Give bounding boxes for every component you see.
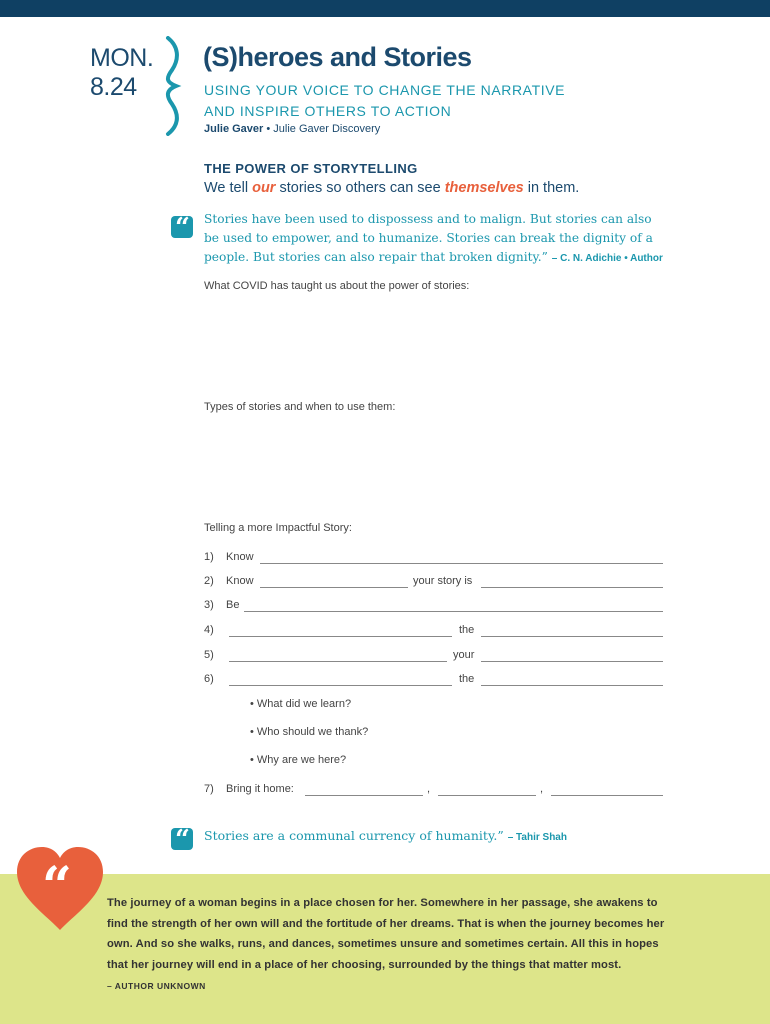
prompt-impactful: Telling a more Impactful Story: xyxy=(204,522,352,534)
separator: , xyxy=(540,783,544,795)
blank-line[interactable] xyxy=(305,795,423,796)
blank-line[interactable] xyxy=(244,611,663,612)
list-item xyxy=(204,649,664,663)
separator: , xyxy=(427,783,431,795)
quote-attribution: – Tahir Shah xyxy=(507,832,567,843)
list-number: 6) xyxy=(204,673,214,685)
brace-decoration xyxy=(160,36,188,136)
date-label: 8.24 xyxy=(90,73,137,101)
svg-text:“: “ xyxy=(42,856,72,917)
tagline-part: in them. xyxy=(523,180,580,196)
subtitle-line-2: AND INSPIRE OTHERS TO ACTION xyxy=(204,103,452,119)
list-item xyxy=(204,551,664,565)
session-subtitle xyxy=(204,80,565,122)
blank-line[interactable] xyxy=(260,587,408,588)
quote-text: Stories are a communal currency of humanity.” xyxy=(204,828,504,843)
blank-line[interactable] xyxy=(229,636,452,637)
tagline-part: stories so others can see xyxy=(275,180,445,196)
list-word: Bring it home: xyxy=(226,783,294,795)
closing-attribution: – AUTHOR UNKNOWN xyxy=(107,981,206,991)
quote-text: Stories have been used to dispossess and to malign. But stories can also be used to empower, and to humanize. Stories can break the dignity of a people. But stories can also repair that broken dignity.” xyxy=(204,212,653,264)
heart-quote-icon xyxy=(15,846,105,932)
speaker-name: Julie Gaver xyxy=(204,123,264,135)
section-heading: THE POWER OF STORYTELLING xyxy=(204,161,418,176)
speaker-line: Julie Gaver • Julie Gaver Discovery xyxy=(204,123,381,135)
bullet-item: • What did we learn? xyxy=(250,698,352,710)
list-number: 1) xyxy=(204,551,214,563)
session-title: (S)heroes and Stories xyxy=(203,42,472,72)
list-number: 4) xyxy=(204,624,214,636)
blank-line[interactable] xyxy=(551,795,663,796)
blank-line[interactable] xyxy=(481,636,663,637)
tagline-part: We tell xyxy=(204,180,253,196)
blank-line[interactable] xyxy=(481,685,663,686)
bullet-item: • Who should we thank? xyxy=(250,726,369,738)
adichie-quote xyxy=(204,210,664,268)
list-word: Be xyxy=(226,599,240,611)
list-item xyxy=(204,673,664,687)
quote-icon: “ xyxy=(171,828,193,850)
day-label: MON. xyxy=(90,44,154,72)
list-item-7 xyxy=(204,783,664,797)
blank-line[interactable] xyxy=(229,685,452,686)
section-tagline xyxy=(204,180,579,196)
list-number: 3) xyxy=(204,599,214,611)
list-item xyxy=(204,624,664,638)
prompt-covid: What COVID has taught us about the power of stories: xyxy=(204,280,470,292)
list-word: the xyxy=(459,624,475,636)
list-number: 5) xyxy=(204,649,214,661)
subtitle-line-1: USING YOUR VOICE TO CHANGE THE NARRATIVE xyxy=(204,82,566,98)
blank-line[interactable] xyxy=(260,563,663,564)
list-item xyxy=(204,575,664,589)
shah-quote xyxy=(204,828,567,843)
list-word: Know xyxy=(226,551,254,563)
list-item xyxy=(204,599,664,613)
blank-line[interactable] xyxy=(438,795,536,796)
blank-line[interactable] xyxy=(481,587,663,588)
speaker-org: Julie Gaver Discovery xyxy=(273,123,381,135)
closing-story: The journey of a woman begins in a place chosen for her. Somewhere in her passage, she awakens to find the strength of her own will and the fortitude of her dreams. That is when the journey becomes her own. And so she walks, runs, and dances, sometimes unsure and sometimes certain. All this in hopes that her journey will end in a place of her choosing, surrounded by the things that matter most. xyxy=(107,897,665,971)
list-word: your story is xyxy=(413,575,473,587)
tagline-highlight: themselves xyxy=(444,180,524,196)
quote-attribution: – C. N. Adichie • Author xyxy=(551,253,663,264)
list-word: Know xyxy=(226,575,254,587)
top-bar xyxy=(0,0,770,17)
session-date xyxy=(90,44,153,102)
blank-line[interactable] xyxy=(229,661,447,662)
tagline-highlight: our xyxy=(252,180,276,196)
list-word: your xyxy=(453,649,475,661)
bullet-item: • Why are we here? xyxy=(250,754,347,766)
list-number: 2) xyxy=(204,575,214,587)
blank-line[interactable] xyxy=(481,661,663,662)
prompt-types: Types of stories and when to use them: xyxy=(204,401,396,413)
quote-icon: “ xyxy=(171,216,193,238)
list-number: 7) xyxy=(204,783,214,795)
list-word: the xyxy=(459,673,475,685)
